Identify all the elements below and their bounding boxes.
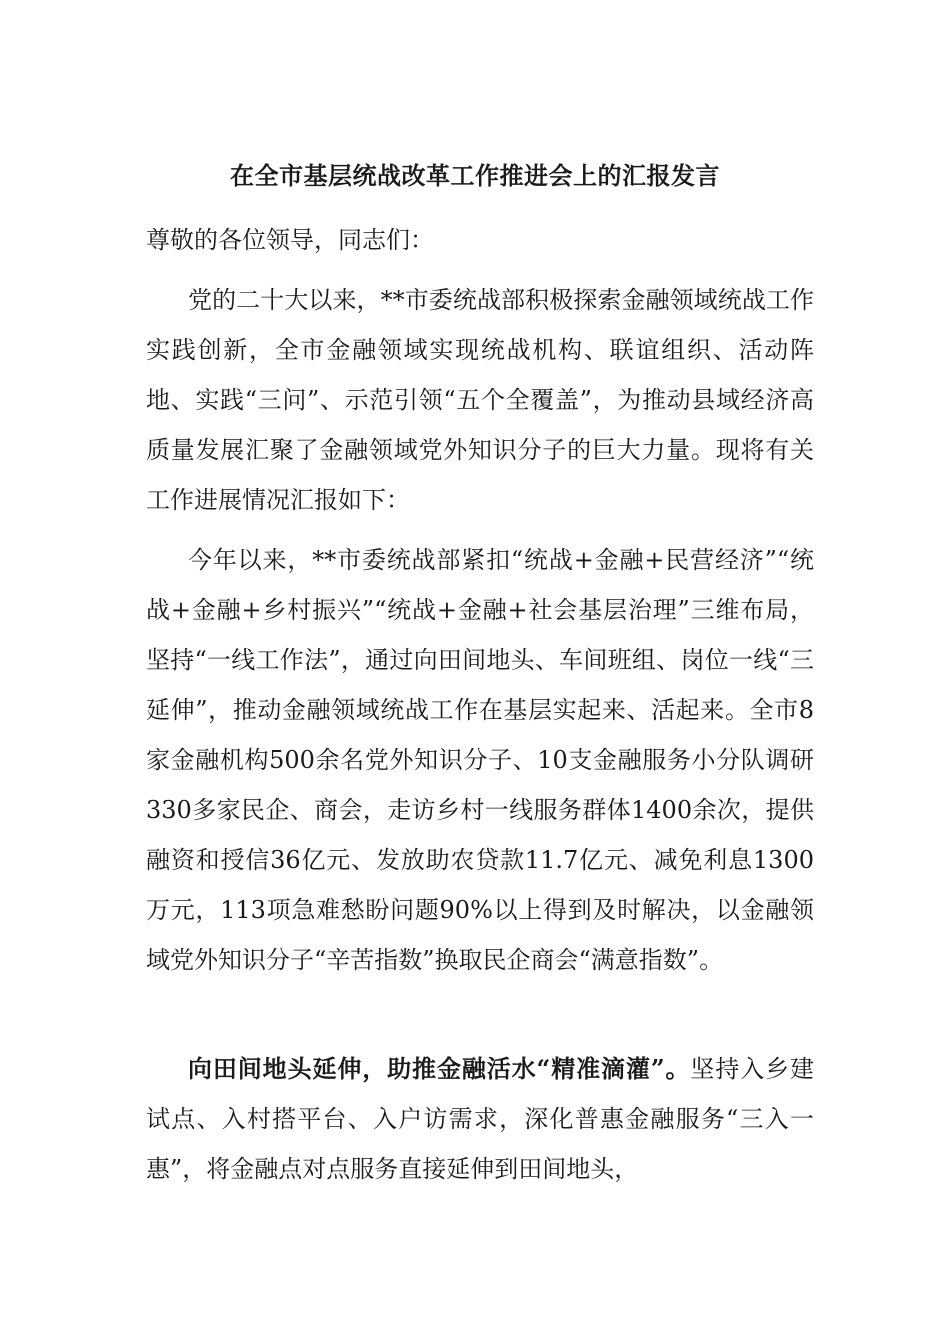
paragraph-intro	[146, 275, 814, 525]
paragraph-section-fields	[146, 1044, 814, 1194]
paragraph-text: 党的二十大以来，**市委统战部积极探索金融领域统战工作实践创新，全市金融领域实现统战机构、联谊组织、活动阵地、实践“三问”、示范引领“五个全覆盖”，为推动县域经济高质量发展汇聚了金融领域党外知识分子的巨大力量。现将有关工作进展情况汇报如下：	[146, 286, 814, 514]
paragraph-text: 今年以来，**市委统战部紧扣“统战+金融+民营经济”“统战+金融+乡村振兴”“统战+金融+社会基层治理”三维布局，坚持“一线工作法”，通过向田间地头、车间班组、岗位一线“三延伸”，推动金融领域统战工作在基层实起来、活起来。全市8家金融机构500余名党外知识分子、10支金融服务小分队调研330多家民企、商会，走访乡村一线服务群体1400余次，提供融资和授信36亿元、发放助农贷款11.7亿元、减免利息1300万元，113项急难愁盼问题90%以上得到及时解决，以金融领域党外知识分子“辛苦指数”换取民企商会“满意指数”。	[146, 546, 814, 974]
document-title: 在全市基层统战改革工作推进会上的汇报发言	[230, 161, 720, 190]
paragraph-lead-heading: 向田间地头延伸，助推金融活水“精准滴灌”。	[188, 1054, 691, 1083]
paragraph-text: 坚持入乡建试点、入村搭平台、入户访需求，深化普惠金融服务“三入一惠”，将金融点对点服务直接延伸到田间地头，	[146, 1055, 815, 1183]
salutation: 尊敬的各位领导，同志们：	[146, 226, 434, 254]
paragraph-overview	[146, 535, 814, 985]
